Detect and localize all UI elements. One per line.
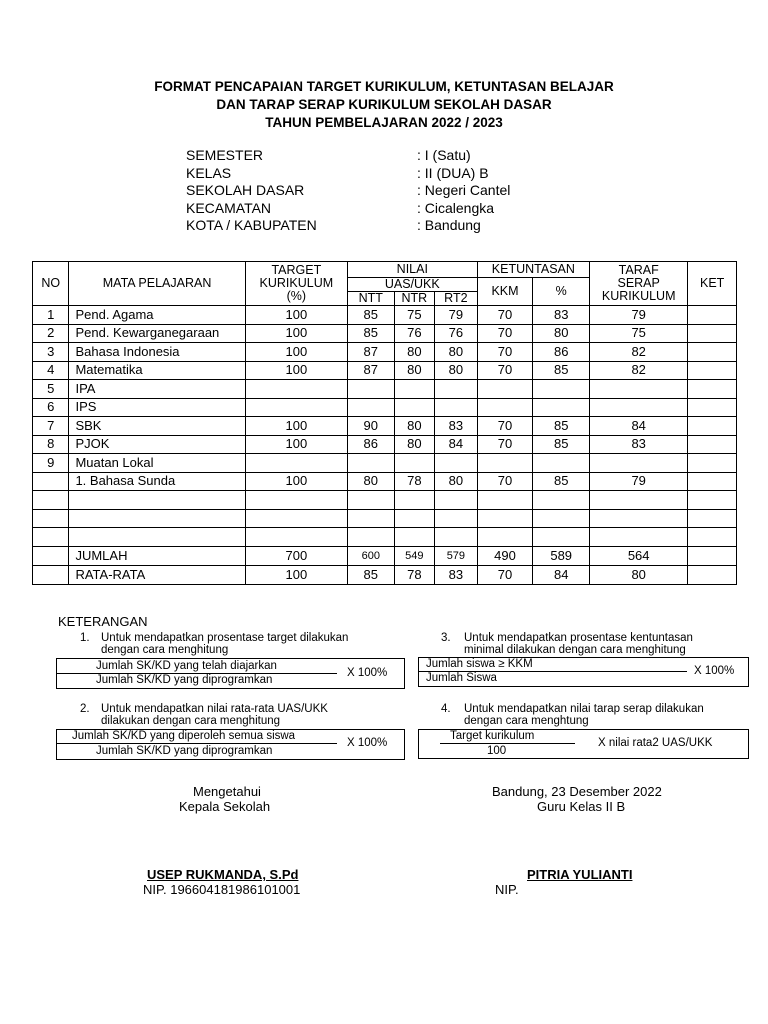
- table-row: [33, 454, 737, 473]
- row-kkm: 490: [477, 546, 533, 565]
- row-ntt: [347, 398, 394, 417]
- row-ntt: 90: [347, 417, 394, 436]
- row-ket: [688, 380, 737, 399]
- row-target: 100: [245, 324, 347, 343]
- info-value: : I (Satu): [417, 147, 471, 163]
- row-ntt: 80: [347, 472, 394, 491]
- table-row: [33, 528, 737, 547]
- row-taraf-serap: [590, 528, 688, 547]
- row-subject: SBK: [69, 417, 245, 436]
- row-no: 3: [33, 343, 69, 362]
- note-2-text-1: Untuk mendapatkan nilai rata-rata UAS/UKK: [101, 703, 328, 715]
- row-taraf-serap: 83: [590, 435, 688, 454]
- table-row: [33, 306, 737, 325]
- row-ket: [688, 361, 737, 380]
- row-taraf-serap: 80: [590, 565, 688, 584]
- row-ntt: 600: [347, 546, 394, 565]
- row-ket: [688, 306, 737, 325]
- header-rt2: RT2: [435, 292, 478, 306]
- row-ket: [688, 546, 737, 565]
- row-taraf-serap: [590, 454, 688, 473]
- row-ket: [688, 324, 737, 343]
- header-kkm: KKM: [477, 278, 533, 306]
- row-target: 100: [245, 361, 347, 380]
- row-target: 100: [245, 343, 347, 362]
- row-rt2: [435, 380, 478, 399]
- row-target: 100: [245, 306, 347, 325]
- row-ket: [688, 491, 737, 510]
- row-rt2: 83: [435, 565, 478, 584]
- info-label: SEKOLAH DASAR: [186, 182, 305, 198]
- formula-2-multiplier: X 100%: [347, 737, 388, 749]
- row-taraf-serap: 75: [590, 324, 688, 343]
- header-taraf-line: SERAP: [617, 276, 660, 290]
- row-rt2: 84: [435, 435, 478, 454]
- row-percent: 85: [533, 361, 590, 380]
- row-ntr: 80: [394, 435, 435, 454]
- note-3-text-1: Untuk mendapatkan prosentase kentuntasan: [464, 632, 693, 644]
- row-no: [33, 565, 69, 584]
- row-ntt: [347, 491, 394, 510]
- header-ntr: NTR: [394, 292, 435, 306]
- doc-title-line-2: DAN TARAP SERAP KURIKULUM SEKOLAH DASAR: [216, 97, 552, 112]
- row-rt2: 80: [435, 472, 478, 491]
- row-taraf-serap: [590, 509, 688, 528]
- row-ntt: [347, 380, 394, 399]
- principal-name: USEP RUKMANDA, S.Pd: [147, 867, 299, 882]
- row-target: 100: [245, 565, 347, 584]
- formula-3-multiplier: X 100%: [694, 665, 735, 677]
- note-2-text-2: dilakukan dengan cara menghitung: [101, 715, 281, 727]
- row-subject: [69, 491, 245, 510]
- row-target: 100: [245, 435, 347, 454]
- row-percent: [533, 491, 590, 510]
- table-row: [33, 472, 737, 491]
- row-rt2: 80: [435, 361, 478, 380]
- row-subject: Bahasa Indonesia: [69, 343, 245, 362]
- table-row: [33, 398, 737, 417]
- row-ntr: 80: [394, 343, 435, 362]
- note-1-text-1: Untuk mendapatkan prosentase target dilakukan: [101, 632, 349, 644]
- row-percent: 589: [533, 546, 590, 565]
- sign-left-line-2: Kepala Sekolah: [179, 799, 271, 814]
- row-no: 8: [33, 435, 69, 454]
- info-label: KELAS: [186, 164, 232, 181]
- row-kkm: [477, 398, 533, 417]
- table-row: [33, 435, 737, 454]
- table-row: [33, 565, 737, 584]
- info-values: [417, 147, 510, 235]
- header-taraf-serap: [590, 262, 688, 306]
- row-percent: 85: [533, 472, 590, 491]
- row-ntr: 80: [394, 417, 435, 436]
- row-rt2: [435, 509, 478, 528]
- row-no: [33, 509, 69, 528]
- row-ntt: 85: [347, 306, 394, 325]
- table-row: [33, 546, 737, 565]
- row-percent: 83: [533, 306, 590, 325]
- row-kkm: 70: [477, 324, 533, 343]
- row-rt2: 80: [435, 343, 478, 362]
- info-value: : Bandung: [417, 217, 481, 233]
- row-subject: Muatan Lokal: [69, 454, 245, 473]
- formula-3-numerator: Jumlah siswa ≥ KKM: [426, 658, 533, 670]
- row-taraf-serap: [590, 398, 688, 417]
- row-ntt: [347, 528, 394, 547]
- row-kkm: [477, 491, 533, 510]
- fraction-line: [57, 743, 337, 744]
- row-ntr: [394, 528, 435, 547]
- row-percent: 86: [533, 343, 590, 362]
- row-taraf-serap: 79: [590, 306, 688, 325]
- row-subject: Matematika: [69, 361, 245, 380]
- row-percent: 85: [533, 435, 590, 454]
- row-ntt: [347, 454, 394, 473]
- header-target-kurikulum: [245, 262, 347, 306]
- row-subject: IPA: [69, 380, 245, 399]
- formula-1-denominator: Jumlah SK/KD yang diprogramkan: [96, 674, 273, 686]
- row-subject: Pend. Kewarganegaraan: [69, 324, 245, 343]
- formula-2-denominator: Jumlah SK/KD yang diprogramkan: [96, 745, 273, 757]
- row-taraf-serap: 82: [590, 343, 688, 362]
- row-ket: [688, 435, 737, 454]
- row-taraf-serap: 564: [590, 546, 688, 565]
- notes-title: KETERANGAN: [58, 614, 148, 629]
- row-percent: 84: [533, 565, 590, 584]
- table-body: [33, 306, 737, 585]
- row-ntt: 87: [347, 343, 394, 362]
- table-row: [33, 380, 737, 399]
- header-nilai: NILAI: [347, 262, 477, 278]
- row-kkm: [477, 528, 533, 547]
- info-value: : Cicalengka: [417, 199, 495, 216]
- formula-1-numerator: Jumlah SK/KD yang telah diajarkan: [96, 660, 277, 672]
- row-ket: [688, 565, 737, 584]
- row-taraf-serap: 84: [590, 417, 688, 436]
- formula-3-denominator: Jumlah Siswa: [426, 672, 497, 684]
- row-target: [245, 398, 347, 417]
- row-subject: Pend. Agama: [69, 306, 245, 325]
- header-taraf-line: KURIKULUM: [601, 289, 676, 303]
- row-percent: [533, 509, 590, 528]
- table-row: [33, 417, 737, 436]
- row-target: [245, 509, 347, 528]
- row-subject: RATA-RATA: [69, 565, 245, 584]
- row-no: 7: [33, 417, 69, 436]
- principal-nip: NIP. 196604181986101001: [143, 882, 301, 897]
- row-ntr: [394, 509, 435, 528]
- row-subject: IPS: [69, 398, 245, 417]
- row-rt2: 579: [435, 546, 478, 565]
- row-no: 2: [33, 324, 69, 343]
- row-kkm: 70: [477, 565, 533, 584]
- row-no: [33, 528, 69, 547]
- row-ntr: 78: [394, 472, 435, 491]
- row-rt2: 83: [435, 417, 478, 436]
- info-labels: [186, 147, 317, 235]
- formula-4-numerator: Target kurikulum: [450, 730, 535, 742]
- header-taraf-line: TARAF: [618, 263, 659, 277]
- formula-2-numerator: Jumlah SK/KD yang diperoleh semua siswa: [72, 730, 296, 742]
- table-row: [33, 324, 737, 343]
- row-no: [33, 472, 69, 491]
- info-label: SEMESTER: [186, 147, 264, 163]
- row-no: 6: [33, 398, 69, 417]
- header-no: NO: [33, 262, 69, 306]
- row-ket: [688, 398, 737, 417]
- row-subject: 1. Bahasa Sunda: [69, 472, 245, 491]
- row-ntt: [347, 509, 394, 528]
- table-row: [33, 343, 737, 362]
- row-no: 1: [33, 306, 69, 325]
- row-ket: [688, 417, 737, 436]
- header-ntt: NTT: [347, 292, 394, 306]
- row-percent: [533, 528, 590, 547]
- row-subject: [69, 528, 245, 547]
- note-1-number: 1.: [80, 632, 90, 644]
- header-ketuntasan: KETUNTASAN: [477, 262, 589, 278]
- header-ket: KET: [688, 262, 737, 306]
- header-mata-pelajaran: MATA PELAJARAN: [69, 262, 245, 306]
- row-no: [33, 491, 69, 510]
- row-target: 100: [245, 472, 347, 491]
- row-subject: [69, 509, 245, 528]
- row-ntt: 85: [347, 565, 394, 584]
- row-rt2: [435, 454, 478, 473]
- row-ntr: 80: [394, 361, 435, 380]
- teacher-nip: NIP.: [495, 882, 519, 897]
- info-value: : Negeri Cantel: [417, 182, 511, 198]
- row-ntr: [394, 380, 435, 399]
- row-kkm: [477, 454, 533, 473]
- formula-4-denominator: 100: [487, 745, 507, 757]
- row-taraf-serap: [590, 491, 688, 510]
- curriculum-table: [32, 261, 737, 585]
- doc-title-line-3: TAHUN PEMBELAJARAN 2022 / 2023: [265, 115, 503, 130]
- sign-right-line-2: Guru Kelas II B: [537, 799, 626, 814]
- row-taraf-serap: [590, 380, 688, 399]
- row-percent: 85: [533, 417, 590, 436]
- info-label: KECAMATAN: [186, 199, 272, 216]
- teacher-name: PITRIA YULIANTI: [527, 867, 633, 882]
- row-kkm: 70: [477, 435, 533, 454]
- row-ntr: 75: [394, 306, 435, 325]
- row-taraf-serap: 79: [590, 472, 688, 491]
- table-row: [33, 361, 737, 380]
- row-ket: [688, 472, 737, 491]
- note-3-number: 3.: [441, 632, 451, 644]
- note-4-number: 4.: [441, 703, 451, 715]
- row-ntt: 85: [347, 324, 394, 343]
- row-no: 5: [33, 380, 69, 399]
- row-kkm: 70: [477, 306, 533, 325]
- row-kkm: 70: [477, 343, 533, 362]
- row-percent: [533, 380, 590, 399]
- row-ntt: 87: [347, 361, 394, 380]
- sign-right-line-1: Bandung, 23 Desember 2022: [492, 784, 662, 799]
- row-kkm: [477, 380, 533, 399]
- row-ntr: 549: [394, 546, 435, 565]
- row-ntr: 76: [394, 324, 435, 343]
- row-ket: [688, 509, 737, 528]
- row-subject: JUMLAH: [69, 546, 245, 565]
- note-3-text-2: minimal dilakukan dengan cara menghitung: [464, 644, 686, 656]
- row-target: [245, 380, 347, 399]
- table-row: [33, 509, 737, 528]
- info-label: KOTA / KABUPATEN: [186, 217, 317, 233]
- doc-title-line-1: FORMAT PENCAPAIAN TARGET KURIKULUM, KETUNTASAN BELAJAR: [154, 79, 614, 94]
- row-rt2: 79: [435, 306, 478, 325]
- row-kkm: 70: [477, 417, 533, 436]
- row-kkm: 70: [477, 472, 533, 491]
- row-ntr: [394, 491, 435, 510]
- row-ket: [688, 454, 737, 473]
- table-row: [33, 491, 737, 510]
- row-target: [245, 528, 347, 547]
- row-ntr: 78: [394, 565, 435, 584]
- row-rt2: [435, 528, 478, 547]
- info-value: : II (DUA) B: [417, 164, 489, 181]
- note-4-text-1: Untuk mendapatkan nilai tarap serap dilakukan: [464, 703, 704, 715]
- header-uas-ukk: UAS/UKK: [347, 278, 477, 292]
- note-4-text-2: dengan cara menghtung: [464, 715, 589, 727]
- note-1-text-2: dengan cara menghitung: [101, 644, 229, 656]
- row-ntr: [394, 454, 435, 473]
- row-rt2: [435, 491, 478, 510]
- row-ket: [688, 528, 737, 547]
- row-taraf-serap: 82: [590, 361, 688, 380]
- row-percent: [533, 398, 590, 417]
- note-2-number: 2.: [80, 703, 90, 715]
- row-target: 700: [245, 546, 347, 565]
- row-kkm: 70: [477, 361, 533, 380]
- row-percent: [533, 454, 590, 473]
- row-ntt: 86: [347, 435, 394, 454]
- fraction-line: [440, 743, 575, 744]
- row-rt2: 76: [435, 324, 478, 343]
- row-target: 100: [245, 417, 347, 436]
- row-no: [33, 546, 69, 565]
- row-percent: 80: [533, 324, 590, 343]
- row-target: [245, 491, 347, 510]
- row-subject: PJOK: [69, 435, 245, 454]
- formula-4-multiplier: X nilai rata2 UAS/UKK: [598, 737, 713, 749]
- row-kkm: [477, 509, 533, 528]
- header-target-line: KURIKULUM: [259, 276, 334, 290]
- row-no: 4: [33, 361, 69, 380]
- formula-1-multiplier: X 100%: [347, 667, 388, 679]
- sign-left-line-1: Mengetahui: [193, 784, 261, 799]
- header-target-line: (%): [286, 289, 307, 303]
- row-ntr: [394, 398, 435, 417]
- row-ket: [688, 343, 737, 362]
- header-percent: %: [533, 278, 590, 306]
- row-no: 9: [33, 454, 69, 473]
- row-target: [245, 454, 347, 473]
- header-target-line: TARGET: [271, 263, 322, 277]
- row-rt2: [435, 398, 478, 417]
